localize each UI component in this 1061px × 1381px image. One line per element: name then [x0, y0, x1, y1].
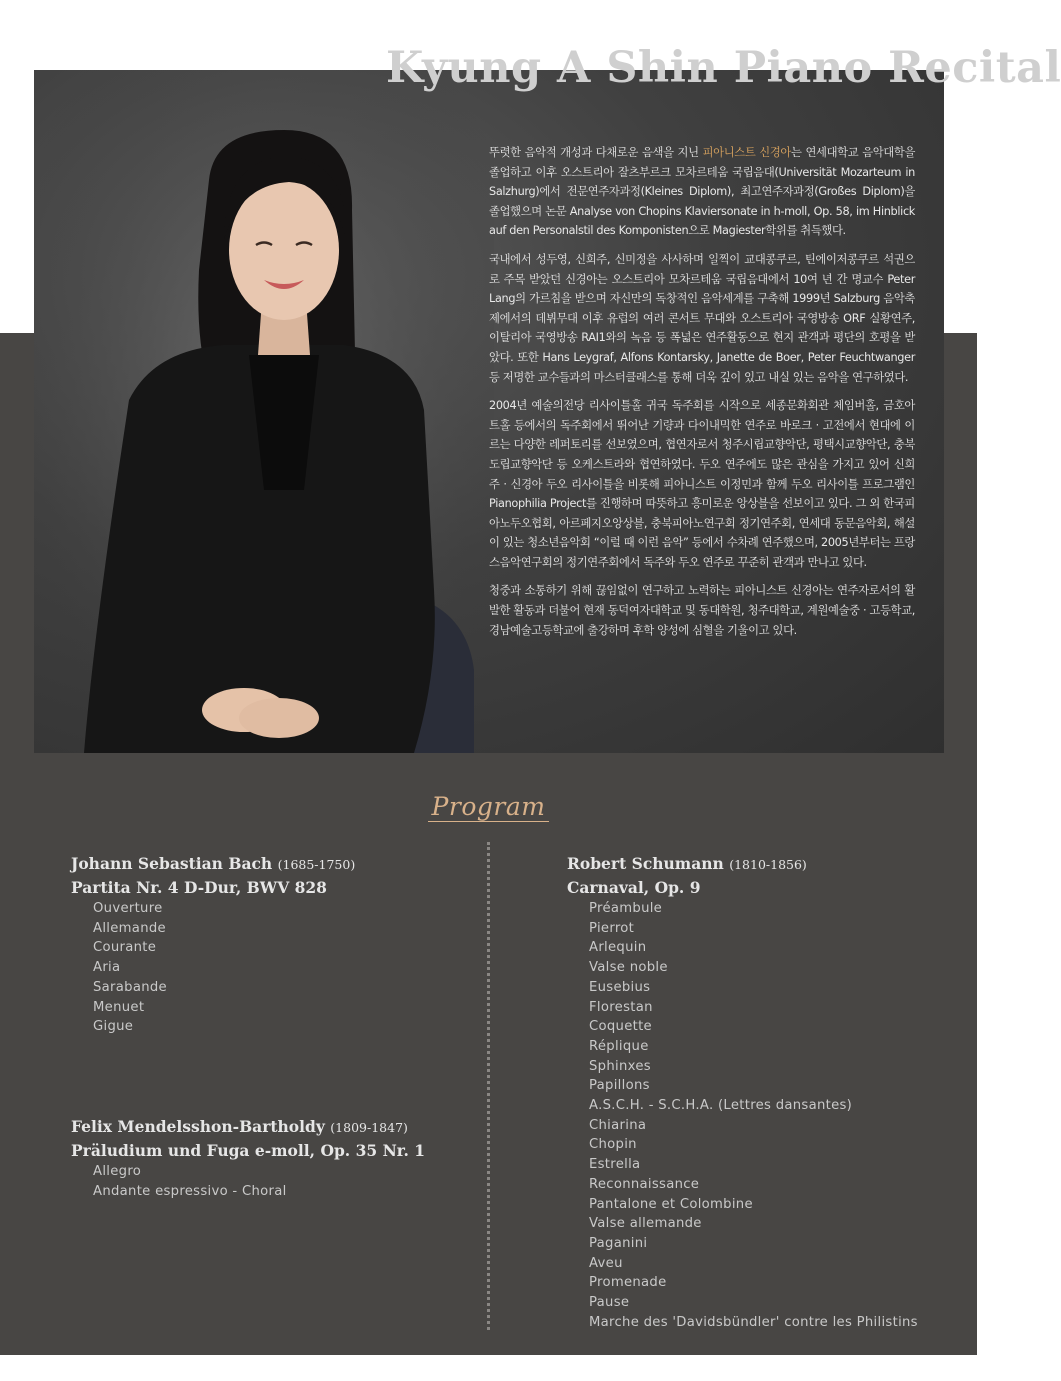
work-title: Carnaval, Op. 9: [567, 878, 701, 897]
movement-item: Papillons: [589, 1078, 650, 1094]
hero-panel: [34, 70, 944, 753]
movement-item: Aria: [93, 960, 121, 976]
pianist-portrait: [34, 70, 494, 753]
movement-item: Aveu: [589, 1255, 623, 1271]
movement-item: Chiarina: [589, 1117, 647, 1133]
movement-item: Pierrot: [589, 920, 635, 936]
work-title: Partita Nr. 4 D-Dur, BWV 828: [71, 878, 327, 897]
composer-name: Robert Schumann (1810-1856): [567, 854, 807, 873]
movement-item: Estrella: [589, 1157, 641, 1173]
program-piece-schumann: [567, 852, 918, 1332]
bio-paragraph-4: 청중과 소통하기 위해 끊임없이 연구하고 노력하는 피아니스트 신경아는 연주자로서의 활발한 활동과 더불어 현재 동덕여자대학교 및 동대학원, 청주대학교, 계원예술중 · 고등학교, 경남예술고등학교에 출강하며 후학 양성에 심혈을 기울이고 있다.: [489, 584, 915, 637]
pianist-name-highlight: 피아니스트 신경아: [702, 146, 791, 159]
movement-item: Valse allemande: [589, 1216, 702, 1232]
movement-item: Pantalone et Colombine: [589, 1196, 753, 1212]
movement-item: Coquette: [589, 1019, 652, 1035]
movement-item: Florestan: [589, 999, 653, 1015]
program-piece-bach: [71, 852, 355, 1037]
biography: [489, 143, 915, 649]
movement-item: Allemande: [93, 920, 166, 936]
movement-item: Promenade: [589, 1275, 667, 1291]
movement-item: Gigue: [93, 1019, 134, 1035]
movement-item: Chopin: [589, 1137, 637, 1153]
bottom-margin: [0, 1355, 977, 1381]
bio-paragraph-2: 국내에서 성두영, 신희주, 신미정을 사사하며 일찍이 교대콩쿠르, 틴에이저콩쿠르 석권으로 주목 받았던 신경아는 오스트리아 모차르테움 국립음대에서 10여 년 간 명교수 Peter Lang의 가르침을 받으며 자신만의 독창적인 음악세계를 구축해 1999년 Salzburg 음악축제에서의 데뷔무대 이후 유럽의 여러 콘서트 무대와 오스트리아 국영방송 ORF 실황연주, 이탈리아 국영방송 RAI1와의 녹음 등 폭넓은 연주활동으로 현지 관객과 평단의 호평을 받았다. 또한 Hans Leygraf, Alfons Kontarsky, Janette de Boer, Peter Feuchtwanger 등 저명한 교수들과의 마스터클래스를 통해 더욱 깊이 있고 내실 있는 음악을 연구하였다.: [489, 252, 915, 384]
movement-item: Courante: [93, 940, 157, 956]
movement-item: Réplique: [589, 1038, 649, 1054]
bio-paragraph-3: 2004년 예술의전당 리사이틀홀 귀국 독주회를 시작으로 세종문화회관 체임버홀, 금호아트홀 등에서의 독주회에서 뛰어난 기량과 다이내믹한 연주로 바로크 · 고전에서 현대에 이르는 다양한 레퍼토리를 선보였으며, 협연자로서 청주시립교향악단, 평택시교향악단, 충북도립교향악단 등 오케스트라와 협연하였다. 두오 연주에도 많은 관심을 가지고 있어 신희주 · 신경아 두오 리사이틀을 비롯해 피아니스트 이정민과 함께 두오 리사이틀 프로그램인 Pianophilia Project를 진행하며 따뜻하고 흥미로운 앙상블을 선보이고 있다. 그 외 한국피아노두오협회, 아르페지오앙상블, 충북피아노연구회 정기연주회, 연세대 동문음악회, 해설이 있는 청소년음악회 “이럴 때 이런 음악” 등에서 수차례 연주했으며, 2005년부터는 프랑스음악연구회의 정기연주회에서 독주와 두오 연주로 꾸준히 관객과 만나고 있다.: [489, 399, 915, 569]
composer-name: Felix Mendelsshon-Bartholdy (1809-1847): [71, 1117, 408, 1136]
movement-item: Préambule: [589, 901, 663, 916]
movement-item: Sphinxes: [589, 1058, 651, 1074]
column-divider: [487, 842, 490, 1330]
movement-item: Valse noble: [589, 960, 668, 976]
movement-list: [567, 899, 918, 1332]
composer-name: Johann Sebastian Bach (1685-1750): [71, 854, 356, 873]
movement-item: Ouverture: [93, 901, 163, 916]
movement-item: Reconnaissance: [589, 1176, 700, 1192]
movement-item: Marche des 'Davidsbündler' contre les Philistins: [589, 1314, 918, 1330]
movement-item: Pause: [589, 1295, 630, 1311]
movement-item: Allegro: [93, 1164, 142, 1179]
movement-item: Eusebius: [589, 979, 651, 995]
program-heading: Program: [0, 792, 977, 821]
movement-item: Sarabande: [93, 979, 167, 995]
program-piece-mendelssohn: [71, 1115, 425, 1201]
movement-item: Paganini: [589, 1235, 648, 1251]
recital-title: Kyung A Shin Piano Recital: [386, 43, 1061, 93]
movement-item: Arlequin: [589, 940, 647, 956]
movement-item: Menuet: [93, 999, 145, 1015]
movement-item: A.S.C.H. - S.C.H.A. (Lettres dansantes): [589, 1098, 853, 1114]
movement-item: Andante espressivo - Choral: [93, 1183, 287, 1199]
bio-paragraph-1: 뚜렷한 음악적 개성과 다채로운 음색을 지닌 피아니스트 신경아는 연세대학교 음악대학을 졸업하고 이후 오스트리아 잘츠부르크 모차르테움 국립음대(Universität Mozarteum in Salzhurg)에서 전문연주자과정(Kleines Diplom), 최고연주자과정(Großes Diplom)을 졸업했으며 논문 Analyse von Chopins Klaviersonate in h-moll, Op. 58, im Hinblick auf den Personalstil des Komponisten으로 Magiester학위를 취득했다.: [489, 146, 916, 238]
movement-list: [71, 899, 355, 1037]
work-title: Präludium und Fuga e-moll, Op. 35 Nr. 1: [71, 1141, 426, 1160]
movement-list: [71, 1162, 425, 1201]
